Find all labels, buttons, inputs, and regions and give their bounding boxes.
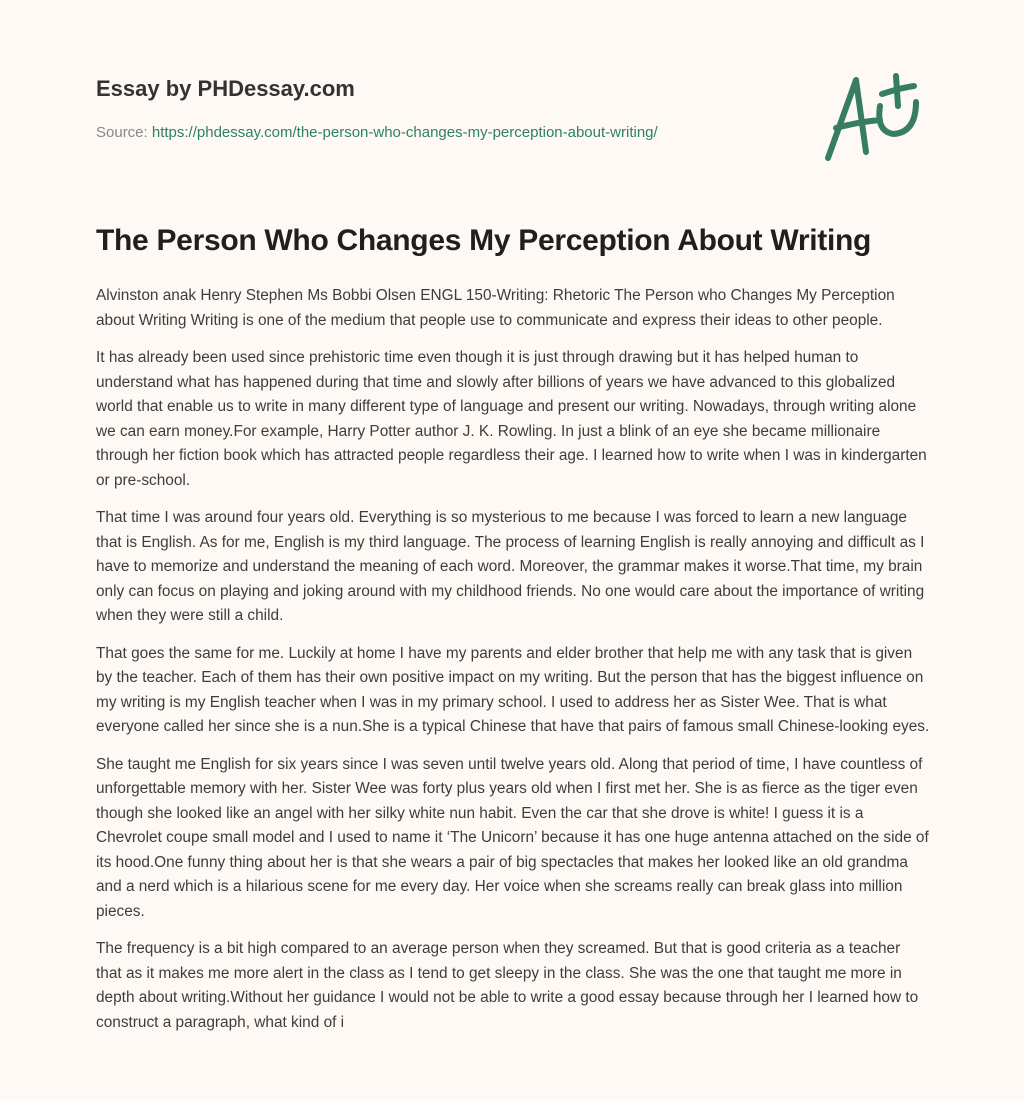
page-title: The Person Who Changes My Perception About Writing	[96, 224, 872, 257]
paragraph: That time I was around four years old. Everything is so mysterious to me because I was forced to learn a new language that is English. As for me, English is my third language. The process of learning English is really annoying and difficult as I have to memorize and understand the meaning of each word. Moreover, the grammar makes it worse.That time, my brain only can focus on playing and joking around with my childhood friends. No one would care about the importance of writing when they were still a child.	[96, 509, 925, 624]
paragraph: The frequency is a bit high compared to an average person when they screamed. But that is good criteria as a teacher that as it makes me more alert in the class as I tend to get sleepy in the class. She was the one that taught me more in depth about writing.Without her guidance I would not be able to write a good essay because through her I learned how to construct a paragraph, what kind of i	[96, 940, 919, 1031]
source-line	[96, 124, 658, 141]
brand-title: Essay by PHDessay.com	[96, 76, 355, 101]
a-plus-logo-icon	[818, 66, 928, 166]
source-link[interactable]: https://phdessay.com/the-person-who-changes-my-perception-about-writing/	[151, 124, 658, 141]
essay-body	[96, 284, 930, 1048]
paragraph: It has already been used since prehistoric time even though it is just through drawing but it has helped human to understand what has happened during that time and slowly after billions of years we have advanced to this globalized world that enable us to write in many different type of language and present our writing. Nowadays, through writing alone we can earn money.For example, Harry Potter author J. K. Rowling. In just a blink of an eye she became millionaire through her fiction book which has attracted people regardless their age. I learned how to write when I was in kindergarten or pre-school.	[96, 349, 927, 489]
paragraph: She taught me English for six years since I was seven until twelve years old. Along that period of time, I have countless of unforgettable memory with her. Sister Wee was forty plus years old when I first met her. She is as fierce as the tiger even though she looked like an angel with her silky white nun habit. Even the car that she drove is white! I guess it is a Chevrolet coupe small model and I used to name it ‘The Unicorn’ because it has one huge antenna attached on the side of its hood.One funny thing about her is that she wears a pair of big spectacles that makes her looked like an old grandma and a nerd which is a hilarious scene for me every day. Her voice when she screams really can break glass into million pieces.	[96, 755, 929, 920]
paragraph: That goes the same for me. Luckily at home I have my parents and elder brother that help me with any task that is given by the teacher. Each of them has their own positive impact on my writing. But the person that has the biggest influence on my writing is my English teacher when I was in my primary school. I used to address her as Sister Wee. That is what everyone called her since she is a nun.She is a typical Chinese that have that pairs of famous small Chinese-looking eyes.	[96, 644, 930, 735]
source-label: Source:	[96, 124, 148, 141]
paragraph: Alvinston anak Henry Stephen Ms Bobbi Olsen ENGL 150-Writing: Rhetoric The Person who Changes My Perception about Writing Writing is one of the medium that people use to communicate and express their ideas to other people.	[96, 287, 895, 329]
